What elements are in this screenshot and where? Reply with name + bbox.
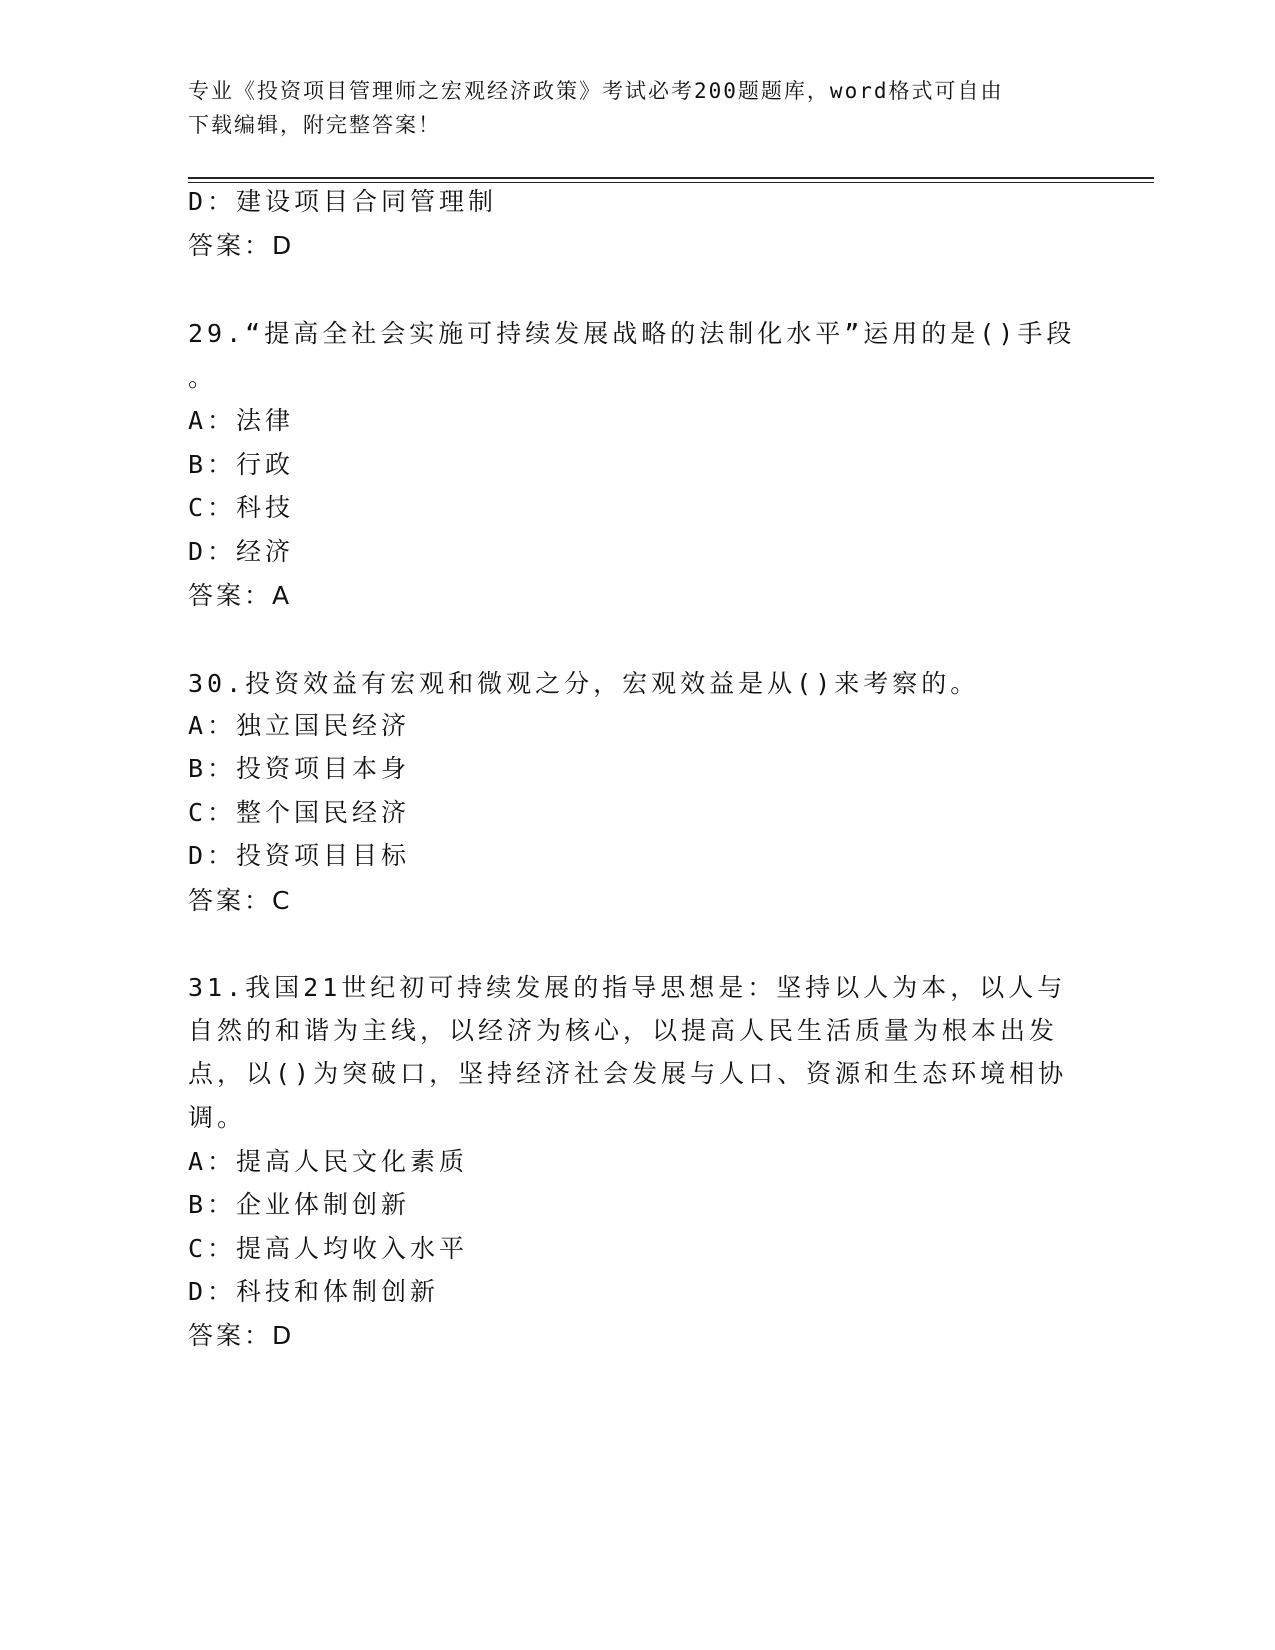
prev-option-d: D：建设项目合同管理制 [188, 187, 498, 216]
q29-stem-line-1: 29.“提高全社会实施可持续发展战略的法制化水平”运用的是()手段 [188, 319, 1076, 348]
q29-option-b: B：行政 [188, 450, 295, 479]
q31-stem-line-2: 自然的和谐为主线，以经济为核心，以提高人民生活质量为根本出发 [188, 1016, 1059, 1045]
q31-option-a: A：提高人民文化素质 [188, 1147, 469, 1176]
q30-option-b: B：投资项目本身 [188, 754, 411, 783]
document-header [188, 74, 1068, 142]
q29-option-d: D：经济 [188, 537, 295, 566]
q31-stem-line-1: 31.我国21世纪初可持续发展的指导思想是：坚持以人为本，以人与 [188, 973, 1067, 1002]
q31-option-d: D：科技和体制创新 [188, 1277, 440, 1306]
header-line-1: 专业《投资项目管理师之宏观经济政策》考试必考200题题库，word格式可自由 [188, 79, 1004, 103]
q29-answer: 答案：A [188, 581, 293, 610]
header-rule-thick [188, 177, 1154, 179]
q29-option-a: A：法律 [188, 406, 295, 435]
q31-stem-line-4: 调。 [188, 1103, 247, 1132]
header-line-2: 下载编辑，附完整答案！ [188, 113, 441, 137]
q30-option-c: C：整个国民经济 [188, 798, 411, 827]
q30-stem-line-1: 30.投资效益有宏观和微观之分，宏观效益是从()来考察的。 [188, 669, 980, 698]
q29-option-c: C：科技 [188, 493, 295, 522]
q31-answer: 答案：D [188, 1321, 295, 1350]
q31-option-b: B：企业体制创新 [188, 1190, 411, 1219]
q30-option-a: A：独立国民经济 [188, 711, 411, 740]
header-rule-thin [188, 182, 1154, 183]
q30-answer: 答案：C [188, 886, 293, 915]
q29-stem-line-2: 。 [188, 363, 218, 392]
prev-answer: 答案：D [188, 231, 295, 260]
q31-option-c: C：提高人均收入水平 [188, 1234, 469, 1263]
q31-stem-line-3: 点，以()为突破口，坚持经济社会发展与人口、资源和生态环境相协 [188, 1059, 1068, 1088]
q30-option-d: D：投资项目目标 [188, 841, 411, 870]
